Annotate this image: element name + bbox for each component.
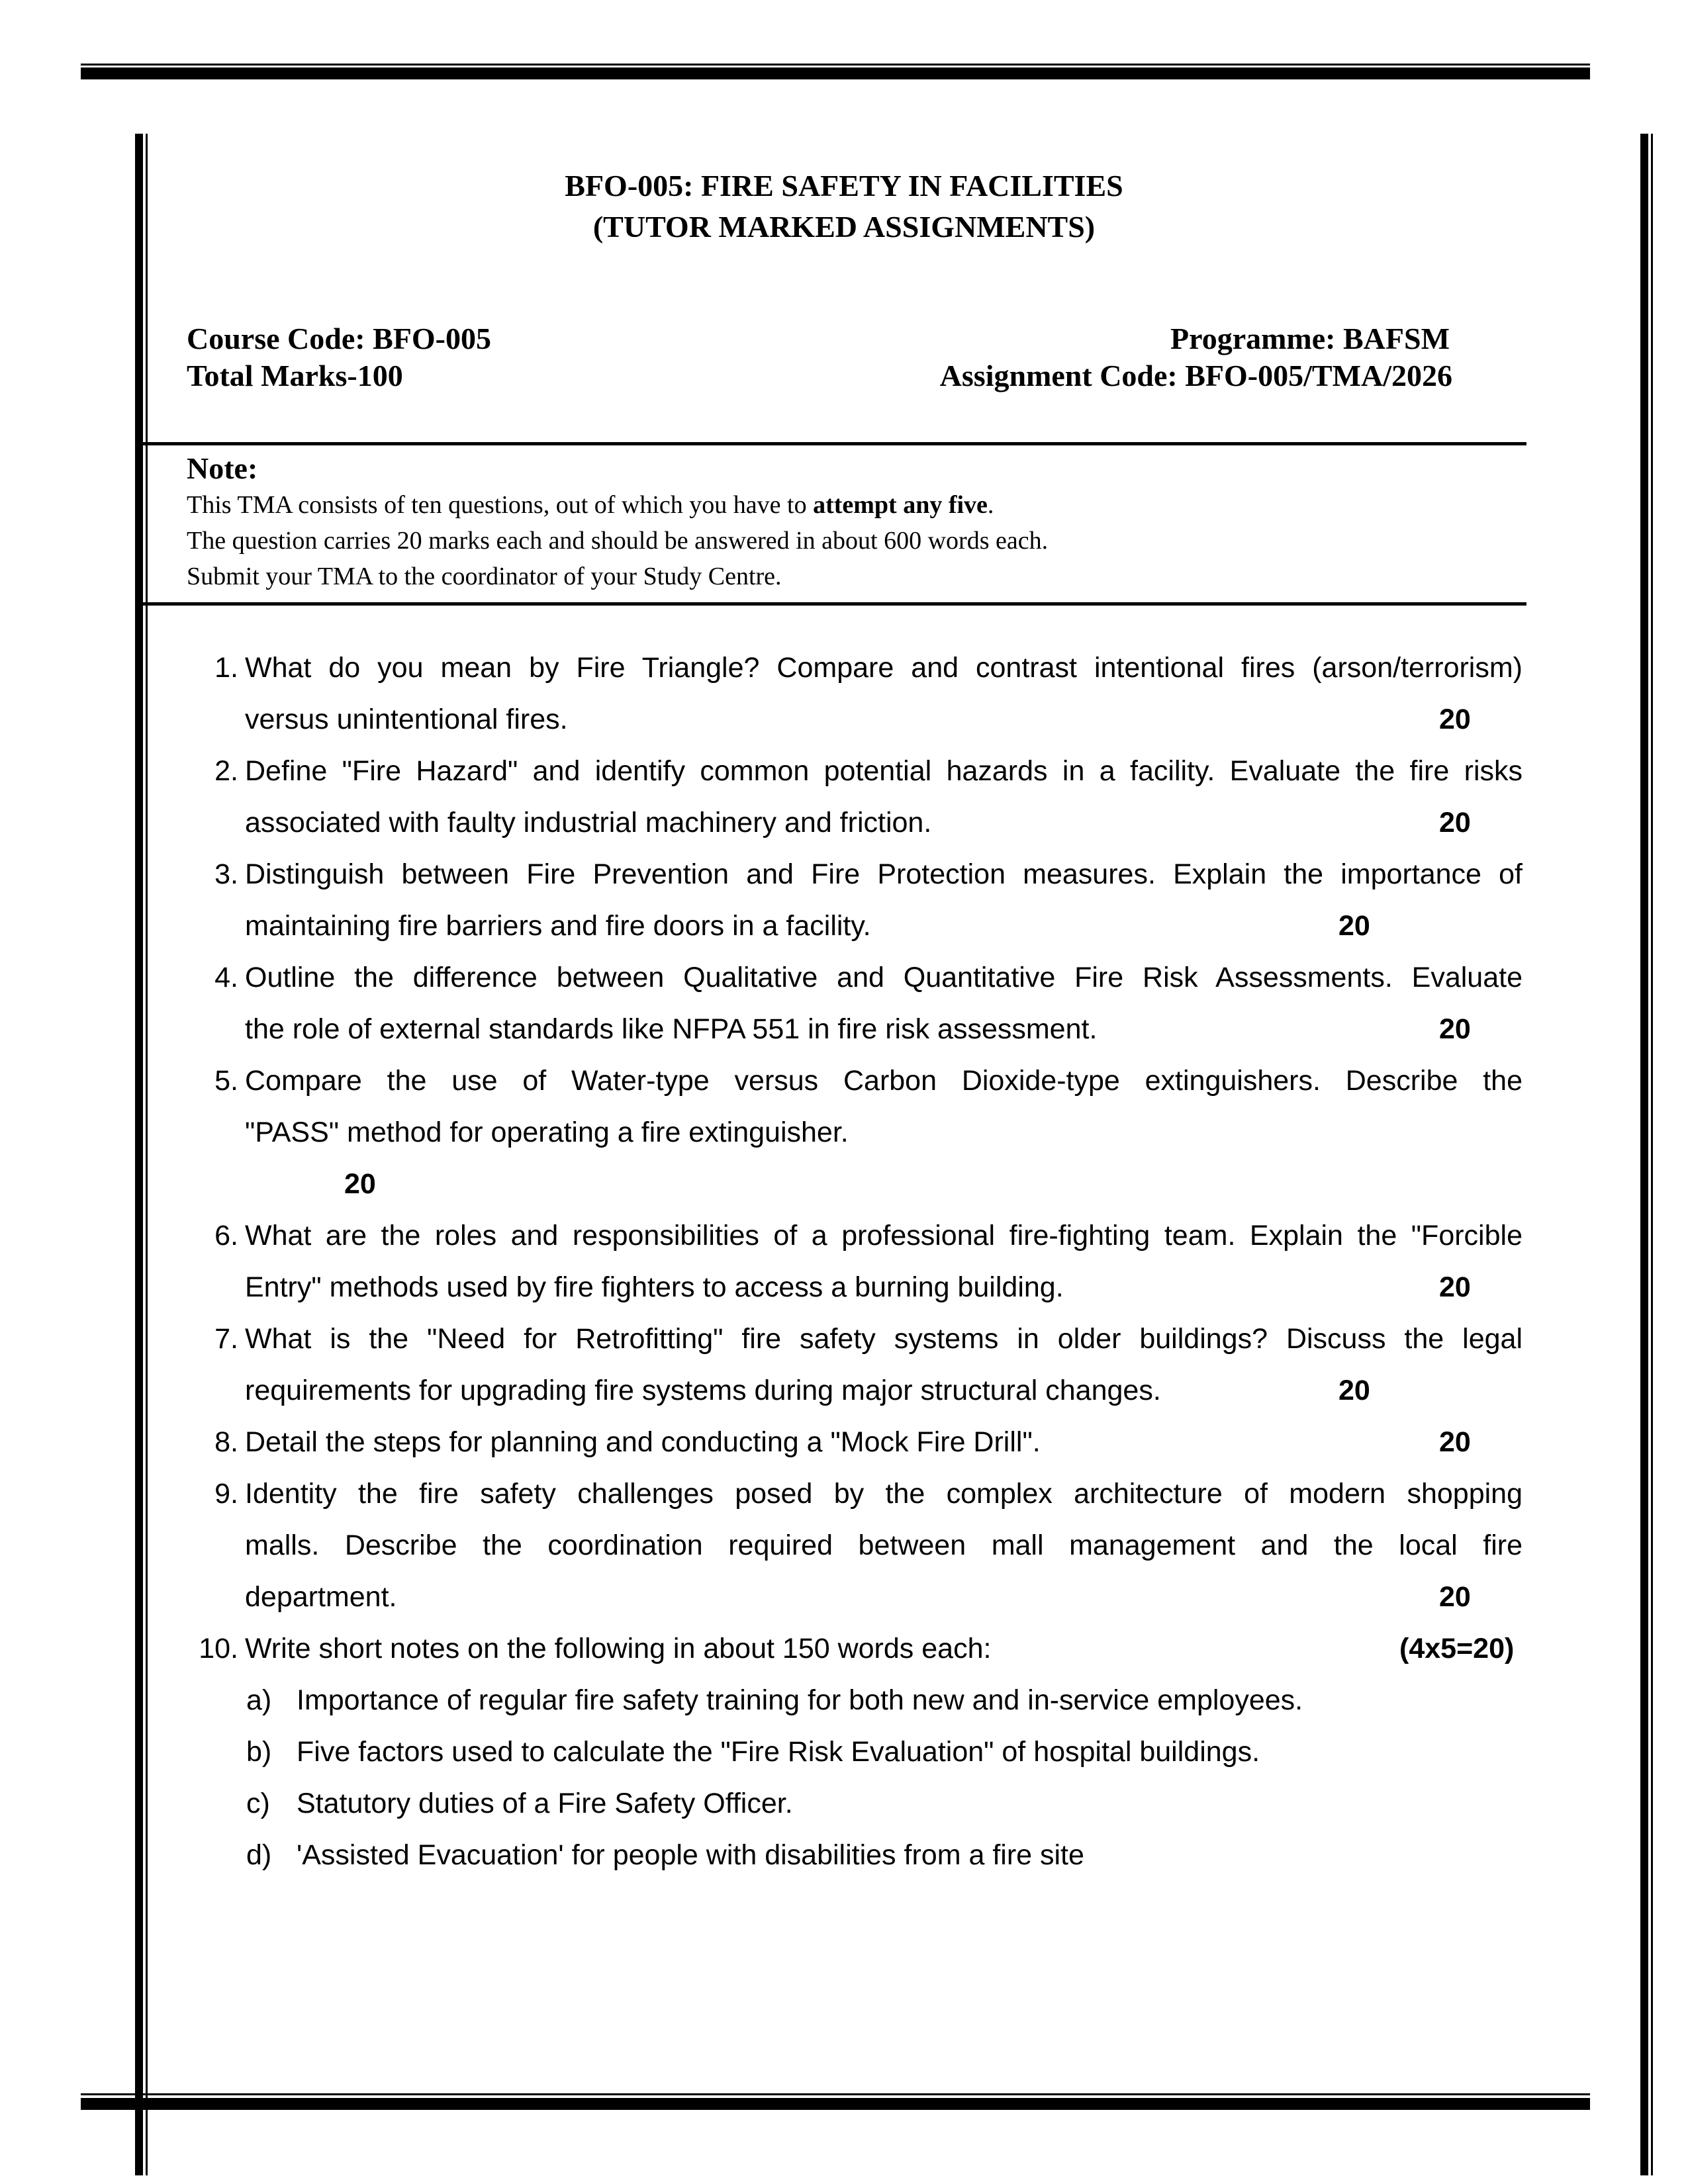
question-text-tail: Detail the steps for planning and conducting a "Mock Fire Drill". bbox=[245, 1426, 1041, 1458]
subitem-label: b) bbox=[246, 1736, 272, 1768]
subitem-text: Importance of regular fire safety training for both new and in-service employees. bbox=[297, 1684, 1303, 1716]
note-top-divider bbox=[143, 442, 1526, 445]
question-text-tail: maintaining fire barriers and fire doors in a facility. bbox=[245, 910, 871, 942]
question-number: 4. bbox=[214, 962, 238, 993]
subitem-text: Statutory duties of a Fire Safety Officer. bbox=[297, 1788, 793, 1819]
question-number: 7. bbox=[214, 1323, 238, 1355]
question-text: Define "Fire Hazard" and identify common potential hazards in a facility. Evaluate the fire risks bbox=[245, 755, 1523, 787]
question-text: What is the "Need for Retrofitting" fire safety systems in older buildings? Discuss the legal bbox=[245, 1323, 1523, 1355]
question-text-line-2: malls. Describe the coordination required between mall management and the local fire bbox=[245, 1529, 1523, 1561]
question-text: Outline the difference between Qualitative and Quantitative Fire Risk Assessments. Evaluate bbox=[245, 962, 1523, 993]
note-line-1-bold: attempt any five bbox=[813, 491, 988, 519]
question-text-tail: requirements for upgrading fire systems during major structural changes. bbox=[245, 1375, 1161, 1406]
question-text-tail: Write short notes on the following in about 150 words each: bbox=[245, 1633, 992, 1664]
question-number: 1. bbox=[214, 652, 238, 684]
subitem-label: a) bbox=[246, 1684, 272, 1716]
bottom-rule-thin bbox=[81, 2093, 1590, 2095]
note-line-1 bbox=[187, 488, 994, 522]
subitem-text: Five factors used to calculate the "Fire Risk Evaluation" of hospital buildings. bbox=[297, 1736, 1260, 1768]
assignment-code: Assignment Code: BFO-005/TMA/2026 bbox=[939, 359, 1452, 392]
question-marks: 20 bbox=[1338, 910, 1370, 942]
question-marks: (4x5=20) bbox=[1399, 1633, 1515, 1664]
subitem-label: d) bbox=[246, 1839, 272, 1871]
page-title: BFO-005: FIRE SAFETY IN FACILITIES bbox=[565, 169, 1123, 203]
question-number: 2. bbox=[214, 755, 238, 787]
question-number: 6. bbox=[214, 1220, 238, 1251]
note-heading: Note: bbox=[187, 451, 258, 485]
question-text-tail: versus unintentional fires. bbox=[245, 704, 568, 735]
programme: Programme: BAFSM bbox=[1170, 322, 1450, 355]
question-number: 3. bbox=[214, 858, 238, 890]
question-text: Distinguish between Fire Prevention and Fire Protection measures. Explain the importance of bbox=[245, 858, 1523, 890]
question-number: 5. bbox=[214, 1065, 238, 1097]
subitem-text: 'Assisted Evacuation' for people with disabilities from a fire site bbox=[297, 1839, 1084, 1871]
page-subtitle: (TUTOR MARKED ASSIGNMENTS) bbox=[592, 210, 1096, 244]
right-border-thick bbox=[1640, 134, 1648, 2175]
bottom-rule-thick bbox=[81, 2098, 1590, 2110]
question-marks: 20 bbox=[1439, 704, 1471, 735]
top-rule-thick bbox=[81, 68, 1590, 79]
note-line-1-suffix: . bbox=[987, 491, 994, 519]
question-text-tail: department. bbox=[245, 1581, 397, 1613]
question-text-tail: the role of external standards like NFPA 551 in fire risk assessment. bbox=[245, 1013, 1098, 1045]
question-marks: 20 bbox=[344, 1168, 376, 1200]
question-text: What do you mean by Fire Triangle? Compare and contrast intentional fires (arson/terrorism) bbox=[245, 652, 1523, 684]
note-line-1-prefix: This TMA consists of ten questions, out of which you have to bbox=[187, 491, 814, 519]
question-marks: 20 bbox=[1439, 1581, 1471, 1613]
question-marks: 20 bbox=[1439, 807, 1471, 839]
question-marks: 20 bbox=[1439, 1271, 1471, 1303]
course-code: Course Code: BFO-005 bbox=[187, 322, 491, 355]
question-number: 9. bbox=[214, 1478, 238, 1510]
question-number: 10. bbox=[199, 1633, 238, 1664]
note-bottom-divider bbox=[143, 602, 1526, 606]
total-marks: Total Marks-100 bbox=[187, 359, 403, 392]
subitem-label: c) bbox=[246, 1788, 270, 1819]
note-line-3: Submit your TMA to the coordinator of your Study Centre. bbox=[187, 563, 782, 590]
question-marks: 20 bbox=[1338, 1375, 1370, 1406]
left-border-thin bbox=[146, 134, 148, 2175]
question-text-tail: "PASS" method for operating a fire extinguisher. bbox=[245, 1116, 849, 1148]
note-line-2: The question carries 20 marks each and should be answered in about 600 words each. bbox=[187, 527, 1049, 555]
left-border-thick bbox=[135, 134, 143, 2175]
question-number: 8. bbox=[214, 1426, 238, 1458]
right-border-thin bbox=[1651, 134, 1653, 2175]
question-text-tail: Entry" methods used by fire fighters to access a burning building. bbox=[245, 1271, 1064, 1303]
top-rule-thin bbox=[81, 64, 1590, 66]
question-text: What are the roles and responsibilities of a professional fire-fighting team. Explain the "Forcible bbox=[245, 1220, 1523, 1251]
question-text-tail: associated with faulty industrial machinery and friction. bbox=[245, 807, 932, 839]
question-text: Identity the fire safety challenges posed by the complex architecture of modern shopping bbox=[245, 1478, 1523, 1510]
question-marks: 20 bbox=[1439, 1426, 1471, 1458]
question-text: Compare the use of Water-type versus Carbon Dioxide-type extinguishers. Describe the bbox=[245, 1065, 1523, 1097]
question-marks: 20 bbox=[1439, 1013, 1471, 1045]
